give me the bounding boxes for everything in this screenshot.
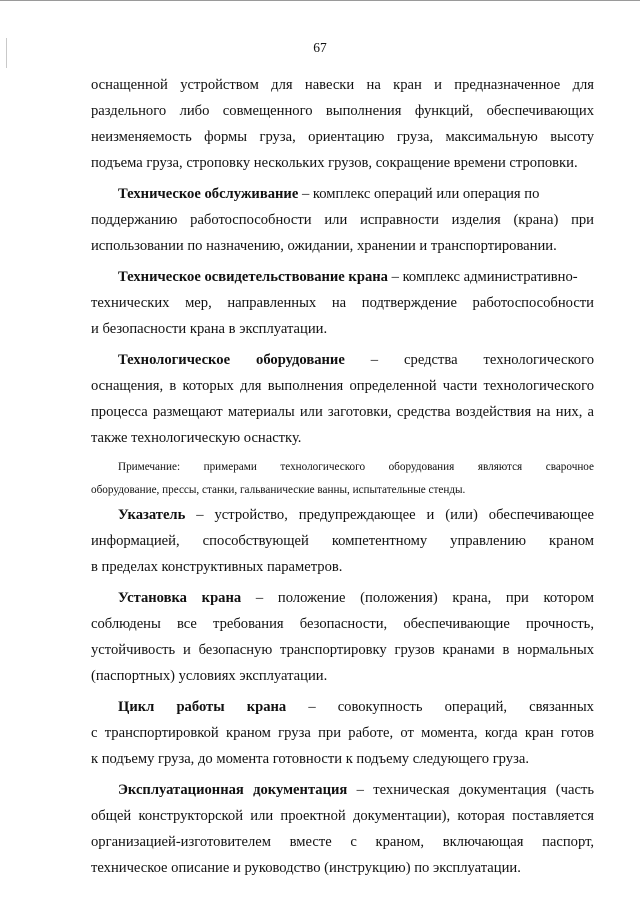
- text-line: Технологическое оборудование – средства технологического: [118, 352, 595, 368]
- text-line: Цикл работы крана – совокупность операций, связанных: [118, 699, 594, 715]
- text-line: неизменяемость формы груза, ориентацию груза, максимальную высоту: [91, 129, 594, 145]
- paragraph-continuation: [91, 72, 594, 176]
- document-body: [91, 72, 594, 881]
- definition-crane-cycle: [91, 694, 594, 772]
- text-line: также технологическую оснастку.: [91, 430, 302, 446]
- text-line: Техническое обслуживание – комплекс операций или операция по: [118, 186, 540, 202]
- text-line: Техническое освидетельствование крана – комплекс административно-: [118, 269, 578, 285]
- text-line: подъема груза, строповку нескольких грузов, сокращение времени строповки.: [91, 155, 578, 171]
- definition-indicator: [91, 502, 594, 580]
- text-line: информацией, способствующей компетентному управлению краном: [91, 533, 594, 549]
- text-line: оснащения, в которых для выполнения определенной части технологического: [91, 378, 594, 394]
- text-line: с транспортировкой краном груза при работе, от момента, когда кран готов: [91, 725, 594, 741]
- text-line: Указатель – устройство, предупреждающее и (или) обеспечивающее: [118, 507, 594, 523]
- note-line: Примечание: примерами технологического оборудования являются сварочное: [118, 461, 594, 473]
- text-line: оснащенной устройством для навески на кран и предназначенное для: [91, 77, 594, 93]
- definition-term: Установка крана: [118, 590, 242, 606]
- definition-operational-documentation: [91, 777, 594, 881]
- definition-term: Эксплуатационная документация: [118, 782, 348, 798]
- text-line: использовании по назначению, ожидании, хранении и транспортировании.: [91, 238, 557, 254]
- note-line: оборудование, прессы, станки, гальванические ванны, испытательные стенды.: [91, 484, 466, 496]
- definition-technological-equipment: [91, 347, 594, 451]
- definition-maintenance: [91, 181, 594, 259]
- text-line: поддержанию работоспособности или исправности изделия (крана) при: [91, 212, 594, 228]
- text-line: Эксплуатационная документация – техническая документация (часть: [118, 782, 594, 798]
- text-line: соблюдены все требования безопасности, обеспечивающие прочность,: [91, 616, 594, 632]
- text-line: к подъему груза, до момента готовности к подъему следующего груза.: [91, 751, 529, 767]
- page-number: 67: [313, 40, 327, 55]
- text-line: раздельного либо совмещенного выполнения функций, обеспечивающих: [91, 103, 594, 119]
- definition-term: Техническое освидетельствование крана: [118, 269, 388, 285]
- text-line: техническое описание и руководство (инструкцию) по эксплуатации.: [91, 860, 521, 876]
- text-line: общей конструкторской или проектной документации), которая поставляется: [91, 808, 594, 824]
- text-line: (паспортных) условиях эксплуатации.: [91, 668, 328, 684]
- text-line: процесса размещают материалы или заготовки, средства воздействия на них, а: [91, 404, 594, 420]
- definition-term: оборудование: [256, 352, 345, 368]
- text-line: в пределах конструктивных параметров.: [91, 559, 343, 575]
- text-line: организацией-изготовителем вместе с краном, включающая паспорт,: [91, 834, 594, 850]
- definition-term: Техническое обслуживание: [118, 186, 299, 202]
- definition-crane-installation: [91, 585, 594, 689]
- note-block: [91, 456, 594, 502]
- definition-term: Технологическое: [118, 352, 231, 368]
- text-line: Установка крана – положение (положения) крана, при котором: [118, 590, 595, 606]
- definition-term: крана: [246, 699, 287, 715]
- text-line: и безопасности крана в эксплуатации.: [91, 321, 328, 337]
- text-line: устойчивость и безопасную транспортировку грузов кранами в нормальных: [91, 642, 594, 658]
- definition-term: Указатель: [118, 507, 186, 523]
- definition-crane-inspection: [91, 264, 594, 342]
- definition-term: работы: [176, 699, 225, 715]
- top-border-line: [0, 0, 640, 1]
- definition-term: Цикл: [118, 699, 155, 715]
- text-line: технических мер, направленных на подтверждение работоспособности: [91, 295, 594, 311]
